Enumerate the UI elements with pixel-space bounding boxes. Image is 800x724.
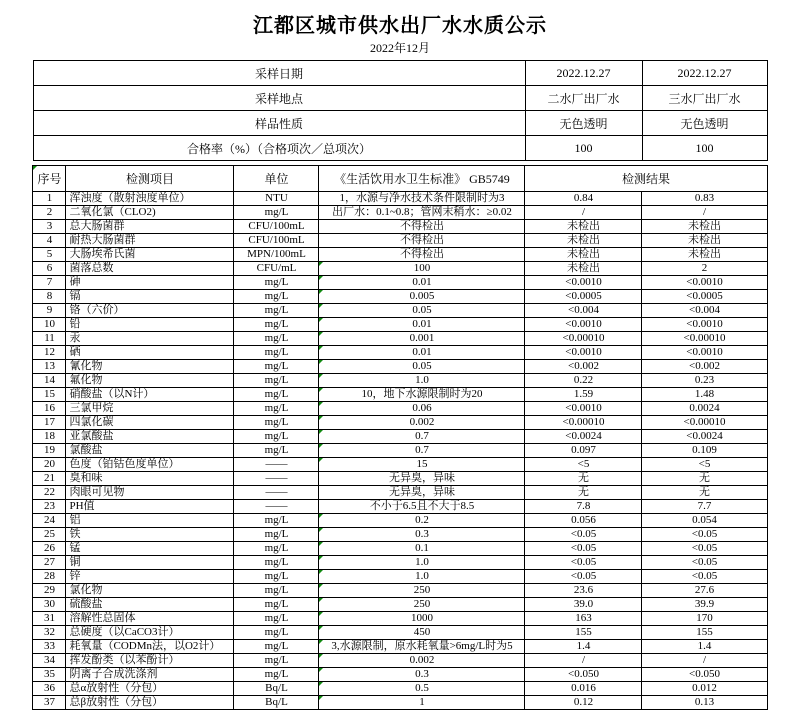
item-name-cell: 菌落总数 bbox=[66, 262, 234, 276]
info-plant2-cell: 100 bbox=[525, 136, 642, 161]
item-name-cell: 铁 bbox=[66, 528, 234, 542]
row-index-cell: 36 bbox=[33, 682, 66, 696]
result-plant3-cell: 27.6 bbox=[642, 584, 767, 598]
unit-cell: mg/L bbox=[234, 276, 319, 290]
info-plant3-cell: 无色透明 bbox=[642, 111, 767, 136]
table-row bbox=[33, 290, 767, 304]
standard-cell: 不得检出 bbox=[319, 220, 525, 234]
standard-cell: 0.3 bbox=[319, 668, 525, 682]
standard-cell: 250 bbox=[319, 598, 525, 612]
row-index-cell: 16 bbox=[33, 402, 66, 416]
row-index-cell: 21 bbox=[33, 472, 66, 486]
standard-cell: 450 bbox=[319, 626, 525, 640]
row-index-cell: 13 bbox=[33, 360, 66, 374]
table-row bbox=[33, 626, 767, 640]
result-plant2-cell: 1.4 bbox=[525, 640, 642, 654]
item-name-cell: 肉眼可见物 bbox=[66, 486, 234, 500]
item-name-cell: 耐热大肠菌群 bbox=[66, 234, 234, 248]
standard-cell: 1.0 bbox=[319, 556, 525, 570]
result-plant2-cell: 0.056 bbox=[525, 514, 642, 528]
item-name-cell: 铜 bbox=[66, 556, 234, 570]
item-name-cell: 汞 bbox=[66, 332, 234, 346]
result-plant2-cell: 0.097 bbox=[525, 444, 642, 458]
result-plant3-cell: <0.00010 bbox=[642, 332, 767, 346]
results-header-row bbox=[33, 166, 767, 192]
row-index-cell: 25 bbox=[33, 528, 66, 542]
row-index-cell: 31 bbox=[33, 612, 66, 626]
table-row bbox=[33, 472, 767, 486]
table-row bbox=[33, 388, 767, 402]
item-name-cell: 锌 bbox=[66, 570, 234, 584]
table-row bbox=[33, 248, 767, 262]
row-index-cell: 32 bbox=[33, 626, 66, 640]
result-plant2-cell: 0.12 bbox=[525, 696, 642, 710]
standard-cell: 0.7 bbox=[319, 430, 525, 444]
result-plant2-cell: <0.05 bbox=[525, 542, 642, 556]
result-plant2-cell: <0.004 bbox=[525, 304, 642, 318]
table-row bbox=[33, 500, 767, 514]
row-index-cell: 22 bbox=[33, 486, 66, 500]
table-row bbox=[33, 206, 767, 220]
unit-cell: mg/L bbox=[234, 612, 319, 626]
item-name-cell: 锰 bbox=[66, 542, 234, 556]
standard-cell: 无异臭，异味 bbox=[319, 486, 525, 500]
unit-cell: mg/L bbox=[234, 514, 319, 528]
row-index-cell: 11 bbox=[33, 332, 66, 346]
result-plant2-cell: <0.0024 bbox=[525, 430, 642, 444]
standard-cell: 1，水源与净水技术条件限制时为3 bbox=[319, 192, 525, 206]
unit-cell: MPN/100mL bbox=[234, 248, 319, 262]
result-plant3-cell: <0.002 bbox=[642, 360, 767, 374]
result-plant2-cell: / bbox=[525, 654, 642, 668]
table-row bbox=[33, 570, 767, 584]
standard-cell: 出厂水：0.1~0.8；管网末稍水：≥0.02 bbox=[319, 206, 525, 220]
table-row bbox=[33, 682, 767, 696]
table-row bbox=[33, 654, 767, 668]
row-index-cell: 28 bbox=[33, 570, 66, 584]
item-name-cell: 硫酸盐 bbox=[66, 598, 234, 612]
item-name-cell: 阴离子合成洗涤剂 bbox=[66, 668, 234, 682]
result-plant2-cell: 未检出 bbox=[525, 234, 642, 248]
result-plant3-cell: 未检出 bbox=[642, 220, 767, 234]
result-plant3-cell: 0.13 bbox=[642, 696, 767, 710]
row-index-cell: 24 bbox=[33, 514, 66, 528]
item-name-cell: 挥发酚类（以苯酚计） bbox=[66, 654, 234, 668]
result-plant2-cell: 0.016 bbox=[525, 682, 642, 696]
standard-cell: 250 bbox=[319, 584, 525, 598]
info-plant2-cell: 二水厂出厂水 bbox=[525, 86, 642, 111]
table-row bbox=[33, 486, 767, 500]
sampling-info-table bbox=[33, 60, 768, 161]
row-index-cell: 37 bbox=[33, 696, 66, 710]
unit-cell: NTU bbox=[234, 192, 319, 206]
unit-cell: CFU/mL bbox=[234, 262, 319, 276]
row-index-cell: 29 bbox=[33, 584, 66, 598]
standard-cell: 0.002 bbox=[319, 654, 525, 668]
header-index: 序号 bbox=[33, 166, 66, 192]
standard-cell: 不得检出 bbox=[319, 248, 525, 262]
result-plant3-cell: 2 bbox=[642, 262, 767, 276]
result-plant2-cell: 未检出 bbox=[525, 248, 642, 262]
table-row bbox=[33, 276, 767, 290]
unit-cell: mg/L bbox=[234, 570, 319, 584]
result-plant2-cell: 0.84 bbox=[525, 192, 642, 206]
standard-cell: 3,水源限制，原水耗氧量>6mg/L时为5 bbox=[319, 640, 525, 654]
unit-cell: Bq/L bbox=[234, 682, 319, 696]
unit-cell: mg/L bbox=[234, 598, 319, 612]
result-plant3-cell: <0.00010 bbox=[642, 416, 767, 430]
test-results-table bbox=[32, 165, 767, 710]
row-index-cell: 17 bbox=[33, 416, 66, 430]
unit-cell: mg/L bbox=[234, 528, 319, 542]
unit-cell: —— bbox=[234, 472, 319, 486]
result-plant3-cell: <0.050 bbox=[642, 668, 767, 682]
row-index-cell: 34 bbox=[33, 654, 66, 668]
result-plant2-cell: <0.05 bbox=[525, 556, 642, 570]
item-name-cell: 亚氯酸盐 bbox=[66, 430, 234, 444]
standard-cell: 0.005 bbox=[319, 290, 525, 304]
header-unit: 单位 bbox=[234, 166, 319, 192]
table-row bbox=[33, 220, 767, 234]
result-plant2-cell: <0.0010 bbox=[525, 402, 642, 416]
result-plant3-cell: 1.48 bbox=[642, 388, 767, 402]
info-label-cell: 合格率（%）（合格项次／总项次） bbox=[33, 136, 525, 161]
table-row bbox=[33, 374, 767, 388]
standard-cell: 0.3 bbox=[319, 528, 525, 542]
result-plant3-cell: 1.4 bbox=[642, 640, 767, 654]
table-row bbox=[33, 612, 767, 626]
unit-cell: mg/L bbox=[234, 640, 319, 654]
unit-cell: mg/L bbox=[234, 346, 319, 360]
result-plant3-cell: 155 bbox=[642, 626, 767, 640]
unit-cell: mg/L bbox=[234, 668, 319, 682]
result-plant2-cell: <0.0005 bbox=[525, 290, 642, 304]
result-plant3-cell: 0.012 bbox=[642, 682, 767, 696]
item-name-cell: 氯化物 bbox=[66, 584, 234, 598]
unit-cell: mg/L bbox=[234, 626, 319, 640]
row-index-cell: 2 bbox=[33, 206, 66, 220]
unit-cell: mg/L bbox=[234, 654, 319, 668]
item-name-cell: 耗氧量（CODMn法，以O2计） bbox=[66, 640, 234, 654]
result-plant3-cell: <0.0024 bbox=[642, 430, 767, 444]
standard-cell: 0.05 bbox=[319, 360, 525, 374]
result-plant2-cell: 155 bbox=[525, 626, 642, 640]
unit-cell: mg/L bbox=[234, 374, 319, 388]
result-plant3-cell: <0.05 bbox=[642, 542, 767, 556]
row-index-cell: 30 bbox=[33, 598, 66, 612]
result-plant3-cell: 0.109 bbox=[642, 444, 767, 458]
row-index-cell: 8 bbox=[33, 290, 66, 304]
standard-cell: 15 bbox=[319, 458, 525, 472]
info-label-cell: 采样日期 bbox=[33, 61, 525, 86]
standard-cell: 0.7 bbox=[319, 444, 525, 458]
item-name-cell: 砷 bbox=[66, 276, 234, 290]
row-index-cell: 6 bbox=[33, 262, 66, 276]
unit-cell: —— bbox=[234, 458, 319, 472]
item-name-cell: 氟化物 bbox=[66, 374, 234, 388]
result-plant2-cell: <0.0010 bbox=[525, 318, 642, 332]
result-plant2-cell: 无 bbox=[525, 486, 642, 500]
result-plant3-cell: 0.23 bbox=[642, 374, 767, 388]
item-name-cell: 总大肠菌群 bbox=[66, 220, 234, 234]
item-name-cell: 镉 bbox=[66, 290, 234, 304]
info-plant3-cell: 100 bbox=[642, 136, 767, 161]
item-name-cell: 铬（六价） bbox=[66, 304, 234, 318]
standard-cell: 0.5 bbox=[319, 682, 525, 696]
unit-cell: mg/L bbox=[234, 556, 319, 570]
result-plant3-cell: <0.0010 bbox=[642, 276, 767, 290]
item-name-cell: 总β放射性（分包） bbox=[66, 696, 234, 710]
row-index-cell: 15 bbox=[33, 388, 66, 402]
report-month: 2022年12月 bbox=[369, 41, 430, 55]
table-row bbox=[33, 262, 767, 276]
item-name-cell: 色度（铂钴色度单位） bbox=[66, 458, 234, 472]
row-index-cell: 10 bbox=[33, 318, 66, 332]
unit-cell: mg/L bbox=[234, 332, 319, 346]
unit-cell: mg/L bbox=[234, 388, 319, 402]
unit-cell: CFU/100mL bbox=[234, 234, 319, 248]
table-row bbox=[33, 318, 767, 332]
table-row bbox=[33, 360, 767, 374]
result-plant2-cell: 1.59 bbox=[525, 388, 642, 402]
standard-cell: 0.01 bbox=[319, 276, 525, 290]
table-row bbox=[33, 458, 767, 472]
unit-cell: —— bbox=[234, 486, 319, 500]
item-name-cell: 总硬度（以CaCO3计） bbox=[66, 626, 234, 640]
result-plant2-cell: <0.05 bbox=[525, 528, 642, 542]
table-row bbox=[33, 402, 767, 416]
unit-cell: mg/L bbox=[234, 360, 319, 374]
info-row bbox=[33, 86, 767, 111]
result-plant2-cell: <0.050 bbox=[525, 668, 642, 682]
item-name-cell: 浑浊度（散射浊度单位） bbox=[66, 192, 234, 206]
result-plant3-cell: / bbox=[642, 654, 767, 668]
standard-cell: 0.001 bbox=[319, 332, 525, 346]
info-plant2-cell: 2022.12.27 bbox=[525, 61, 642, 86]
unit-cell: mg/L bbox=[234, 402, 319, 416]
row-index-cell: 23 bbox=[33, 500, 66, 514]
unit-cell: mg/L bbox=[234, 206, 319, 220]
standard-cell: 1.0 bbox=[319, 374, 525, 388]
row-index-cell: 1 bbox=[33, 192, 66, 206]
item-name-cell: 二氧化氯（CLO2) bbox=[66, 206, 234, 220]
row-index-cell: 35 bbox=[33, 668, 66, 682]
standard-cell: 0.1 bbox=[319, 542, 525, 556]
item-name-cell: 铅 bbox=[66, 318, 234, 332]
standard-cell: 0.2 bbox=[319, 514, 525, 528]
info-label-cell: 样品性质 bbox=[33, 111, 525, 136]
result-plant2-cell: <0.0010 bbox=[525, 276, 642, 290]
unit-cell: mg/L bbox=[234, 444, 319, 458]
result-plant2-cell: 无 bbox=[525, 472, 642, 486]
item-name-cell: 氰化物 bbox=[66, 360, 234, 374]
result-plant3-cell: 0.054 bbox=[642, 514, 767, 528]
header-item: 检测项目 bbox=[66, 166, 234, 192]
result-plant3-cell: <0.05 bbox=[642, 556, 767, 570]
row-index-cell: 19 bbox=[33, 444, 66, 458]
result-plant3-cell: <5 bbox=[642, 458, 767, 472]
result-plant2-cell: <0.00010 bbox=[525, 332, 642, 346]
table-row bbox=[33, 640, 767, 654]
table-row bbox=[33, 696, 767, 710]
result-plant3-cell: 无 bbox=[642, 486, 767, 500]
standard-cell: 0.01 bbox=[319, 346, 525, 360]
result-plant3-cell: 0.0024 bbox=[642, 402, 767, 416]
table-row bbox=[33, 416, 767, 430]
item-name-cell: 总α放射性（分包） bbox=[66, 682, 234, 696]
result-plant3-cell: 39.9 bbox=[642, 598, 767, 612]
standard-cell: 0.05 bbox=[319, 304, 525, 318]
standard-cell: 不小于6.5且不大于8.5 bbox=[319, 500, 525, 514]
info-plant2-cell: 无色透明 bbox=[525, 111, 642, 136]
result-plant2-cell: <0.0010 bbox=[525, 346, 642, 360]
table-row bbox=[33, 584, 767, 598]
result-plant2-cell: 0.22 bbox=[525, 374, 642, 388]
row-index-cell: 14 bbox=[33, 374, 66, 388]
standard-cell: 0.01 bbox=[319, 318, 525, 332]
result-plant2-cell: 7.8 bbox=[525, 500, 642, 514]
table-row bbox=[33, 234, 767, 248]
item-name-cell: 大肠埃希氏菌 bbox=[66, 248, 234, 262]
result-plant2-cell: 未检出 bbox=[525, 262, 642, 276]
standard-cell: 1000 bbox=[319, 612, 525, 626]
result-plant3-cell: <0.05 bbox=[642, 570, 767, 584]
row-index-cell: 27 bbox=[33, 556, 66, 570]
standard-cell: 不得检出 bbox=[319, 234, 525, 248]
info-plant3-cell: 2022.12.27 bbox=[642, 61, 767, 86]
result-plant2-cell: 39.0 bbox=[525, 598, 642, 612]
header-result: 检测结果 bbox=[525, 166, 767, 192]
table-row bbox=[33, 528, 767, 542]
item-name-cell: 硝酸盐（以N计） bbox=[66, 388, 234, 402]
row-index-cell: 12 bbox=[33, 346, 66, 360]
row-index-cell: 20 bbox=[33, 458, 66, 472]
result-plant3-cell: <0.0010 bbox=[642, 346, 767, 360]
result-plant3-cell: <0.0010 bbox=[642, 318, 767, 332]
result-plant3-cell: 无 bbox=[642, 472, 767, 486]
table-row bbox=[33, 514, 767, 528]
results-table-body bbox=[33, 192, 767, 710]
result-plant2-cell: 23.6 bbox=[525, 584, 642, 598]
header-standard: 《生活饮用水卫生标准》 GB5749 bbox=[319, 166, 525, 192]
result-plant3-cell: <0.004 bbox=[642, 304, 767, 318]
row-index-cell: 33 bbox=[33, 640, 66, 654]
unit-cell: Bq/L bbox=[234, 696, 319, 710]
result-plant2-cell: / bbox=[525, 206, 642, 220]
info-row bbox=[33, 136, 767, 161]
result-plant3-cell: 170 bbox=[642, 612, 767, 626]
row-index-cell: 18 bbox=[33, 430, 66, 444]
result-plant2-cell: <0.05 bbox=[525, 570, 642, 584]
standard-cell: 无异臭，异味 bbox=[319, 472, 525, 486]
result-plant3-cell: <0.05 bbox=[642, 528, 767, 542]
info-row bbox=[33, 61, 767, 86]
table-row bbox=[33, 598, 767, 612]
page-title: 江都区城市供水出厂水水质公示 bbox=[253, 15, 547, 37]
result-plant3-cell: / bbox=[642, 206, 767, 220]
result-plant3-cell: 0.83 bbox=[642, 192, 767, 206]
item-name-cell: 三氯甲烷 bbox=[66, 402, 234, 416]
standard-cell: 10，地下水源限制时为20 bbox=[319, 388, 525, 402]
item-name-cell: 铝 bbox=[66, 514, 234, 528]
unit-cell: mg/L bbox=[234, 290, 319, 304]
info-table-body bbox=[33, 61, 767, 161]
row-index-cell: 9 bbox=[33, 304, 66, 318]
item-name-cell: 氯酸盐 bbox=[66, 444, 234, 458]
table-row bbox=[33, 542, 767, 556]
item-name-cell: 硒 bbox=[66, 346, 234, 360]
standard-cell: 100 bbox=[319, 262, 525, 276]
result-plant3-cell: 未检出 bbox=[642, 234, 767, 248]
result-plant2-cell: <0.00010 bbox=[525, 416, 642, 430]
unit-cell: mg/L bbox=[234, 318, 319, 332]
result-plant3-cell: 7.7 bbox=[642, 500, 767, 514]
item-name-cell: 四氯化碳 bbox=[66, 416, 234, 430]
standard-cell: 0.06 bbox=[319, 402, 525, 416]
table-row bbox=[33, 346, 767, 360]
row-index-cell: 4 bbox=[33, 234, 66, 248]
table-row bbox=[33, 556, 767, 570]
standard-cell: 1 bbox=[319, 696, 525, 710]
unit-cell: mg/L bbox=[234, 584, 319, 598]
item-name-cell: 溶解性总固体 bbox=[66, 612, 234, 626]
unit-cell: —— bbox=[234, 500, 319, 514]
unit-cell: CFU/100mL bbox=[234, 220, 319, 234]
row-index-cell: 3 bbox=[33, 220, 66, 234]
table-row bbox=[33, 668, 767, 682]
row-index-cell: 26 bbox=[33, 542, 66, 556]
result-plant2-cell: 163 bbox=[525, 612, 642, 626]
unit-cell: mg/L bbox=[234, 430, 319, 444]
table-row bbox=[33, 304, 767, 318]
table-row bbox=[33, 332, 767, 346]
item-name-cell: 臭和味 bbox=[66, 472, 234, 486]
table-row bbox=[33, 444, 767, 458]
result-plant3-cell: 未检出 bbox=[642, 248, 767, 262]
row-index-cell: 5 bbox=[33, 248, 66, 262]
table-row bbox=[33, 430, 767, 444]
info-label-cell: 采样地点 bbox=[33, 86, 525, 111]
standard-cell: 1.0 bbox=[319, 570, 525, 584]
result-plant2-cell: <5 bbox=[525, 458, 642, 472]
item-name-cell: PH值 bbox=[66, 500, 234, 514]
unit-cell: mg/L bbox=[234, 416, 319, 430]
table-row bbox=[33, 192, 767, 206]
standard-cell: 0.002 bbox=[319, 416, 525, 430]
unit-cell: mg/L bbox=[234, 304, 319, 318]
result-plant2-cell: <0.002 bbox=[525, 360, 642, 374]
row-index-cell: 7 bbox=[33, 276, 66, 290]
result-plant2-cell: 未检出 bbox=[525, 220, 642, 234]
info-plant3-cell: 三水厂出厂水 bbox=[642, 86, 767, 111]
info-row bbox=[33, 111, 767, 136]
result-plant3-cell: <0.0005 bbox=[642, 290, 767, 304]
unit-cell: mg/L bbox=[234, 542, 319, 556]
